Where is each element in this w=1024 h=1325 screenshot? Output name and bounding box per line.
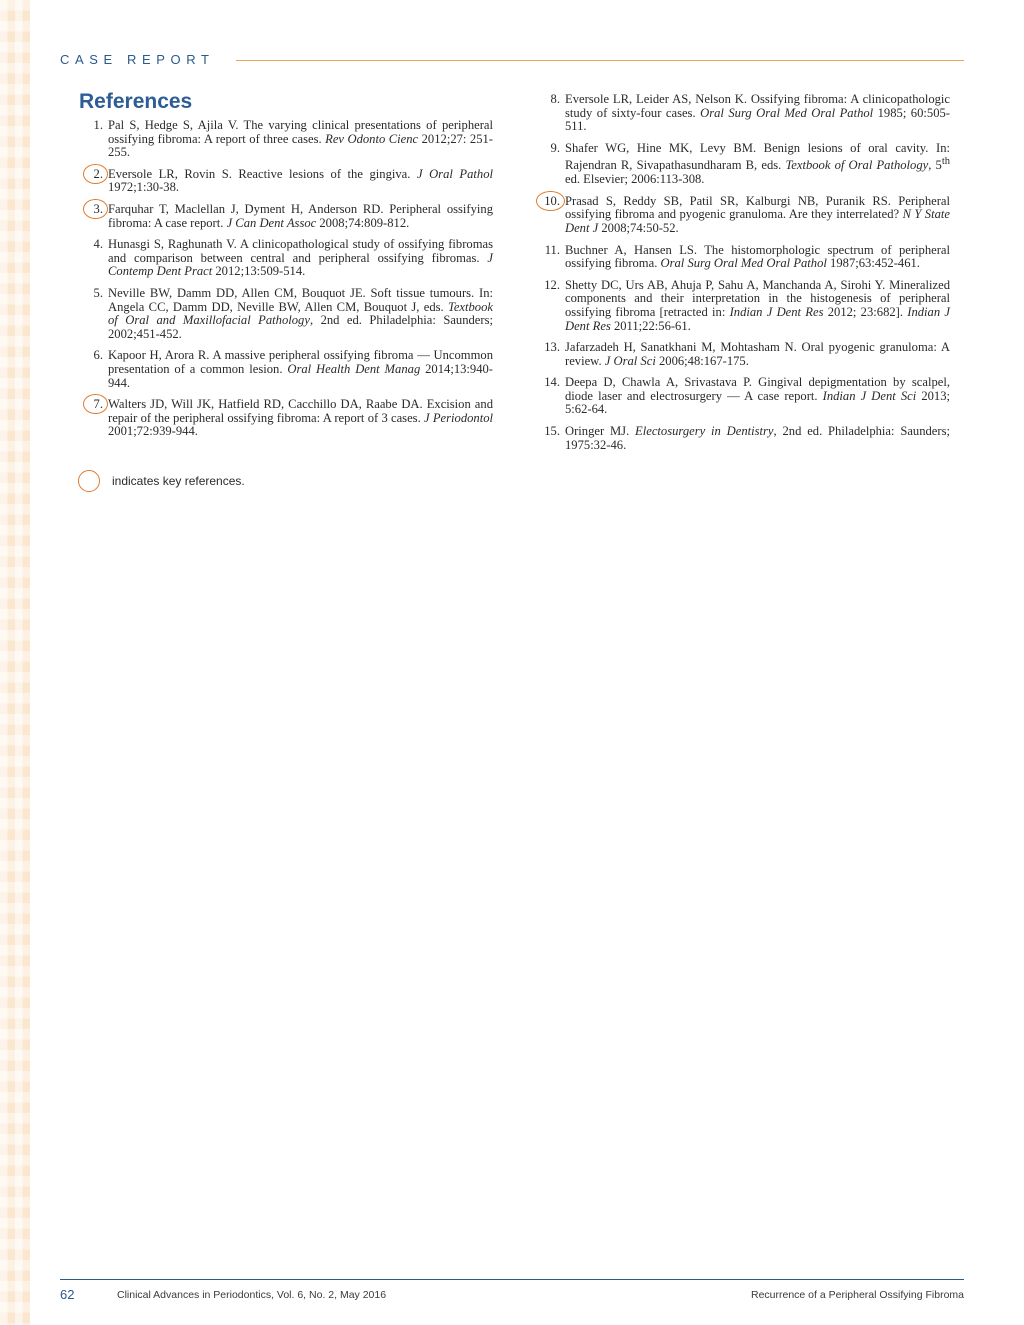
reference-fragment: 1972;1:30-38.	[108, 180, 180, 195]
reference-fragment: Shetty DC, Urs AB, Ahuja P, Sahu A, Manchanda A, Sirohi Y. Mineralized components and their interpretation in the histogenesis of peripheral ossifying fibroma [retracted in:	[565, 277, 950, 319]
reference-source: Textbook of Oral Pathology	[785, 158, 929, 173]
reference-text	[108, 203, 493, 230]
reference-source: Oral Surg Oral Med Oral Pathol	[700, 105, 874, 120]
reference-fragment: 2008;74:50-52.	[598, 220, 679, 235]
reference-number: 13.	[544, 340, 560, 355]
reference-fragment: 2006;48:167-175.	[655, 353, 749, 368]
key-reference-number: 10.	[535, 195, 565, 236]
footer-rule	[60, 1279, 964, 1280]
reference-list-left	[78, 119, 493, 447]
reference-fragment: Buchner A, Hansen LS. The histomorphologic spectrum of peripheral ossifying fibroma.	[565, 242, 950, 271]
reference-text	[565, 244, 950, 271]
reference-text	[565, 425, 950, 452]
reference-text	[565, 376, 950, 417]
reference-item	[78, 119, 493, 160]
reference-item	[535, 279, 950, 333]
reference-number: 12.	[544, 277, 560, 292]
key-reference-legend	[78, 470, 245, 492]
reference-text	[108, 238, 493, 279]
reference-item	[535, 93, 950, 134]
reference-text	[108, 287, 493, 341]
reference-fragment: 2012;27: 251-255.	[108, 131, 493, 160]
reference-item	[535, 195, 950, 236]
reference-source: J Contemp Dent Pract	[108, 250, 493, 279]
reference-fragment: ed. Elsevier; 2006:113-308.	[565, 172, 705, 187]
reference-source: Indian J Dent Sci	[822, 388, 917, 403]
reference-source: J Oral Pathol	[416, 166, 493, 181]
key-circle-icon	[78, 470, 100, 492]
reference-number: 11.	[544, 242, 560, 257]
reference-fragment: Farquhar T, Maclellan J, Dyment H, Anderson RD. Peripheral ossifying fibroma: A case report.	[108, 201, 493, 230]
reference-number: 9.	[550, 140, 560, 155]
reference-source: N Y State Dent J	[565, 207, 950, 235]
reference-number: 8.	[550, 92, 560, 106]
reference-fragment: 1985; 60:505-511.	[565, 105, 950, 134]
reference-fragment: Prasad S, Reddy SB, Patil SR, Kalburgi NB, Puranik RS. Peripheral ossifying fibroma and pyogenic granuloma. Are they interrelated?	[565, 193, 950, 222]
reference-item	[535, 142, 950, 187]
reference-fragment: Hunasgi S, Raghunath V. A clinicopathological study of ossifying fibromas and comparison between central and peripheral ossifying fibromas.	[108, 237, 493, 265]
reference-number: 6.	[93, 348, 103, 363]
reference-text	[108, 398, 493, 439]
reference-fragment: Pal S, Hedge S, Ajila V. The varying clinical presentations of peripheral ossifying fibroma: A report of three cases.	[108, 118, 493, 146]
reference-text	[565, 142, 950, 187]
reference-number: 14.	[544, 375, 560, 390]
reference-number: 1.	[93, 118, 103, 132]
reference-item	[78, 238, 493, 279]
reference-fragment: 1987;63:452-461.	[826, 256, 920, 271]
reference-source: J Periodontol	[423, 410, 493, 425]
reference-text	[565, 341, 950, 368]
legend-text: indicates key references.	[112, 474, 245, 488]
reference-number: 5.	[93, 285, 103, 300]
reference-fragment: Shafer WG, Hine MK, Levy BM. Benign lesions of oral cavity. In: Rajendran R, Sivapathasundharam B, eds.	[565, 140, 950, 173]
reference-item	[78, 349, 493, 390]
journal-citation: Clinical Advances in Periodontics, Vol. 6, No. 2, May 2016	[117, 1289, 387, 1301]
reference-fragment: 2014;13:940-944.	[108, 361, 493, 390]
reference-list-right	[535, 93, 950, 460]
key-reference-number: 7.	[78, 398, 108, 439]
running-title: Recurrence of a Peripheral Ossifying Fibroma	[750, 1289, 964, 1301]
reference-fragment: Eversole LR, Rovin S. Reactive lesions of the gingiva.	[108, 166, 417, 181]
key-reference-number: 3.	[78, 203, 108, 230]
reference-fragment: th	[941, 156, 950, 168]
reference-item	[78, 168, 493, 195]
reference-fragment: , 5	[928, 158, 942, 173]
reference-source: Oral Health Dent Manag	[287, 361, 421, 376]
reference-fragment: 2013; 5:62-64.	[565, 388, 951, 417]
reference-fragment: Walters JD, Will JK, Hatfield RD, Cacchillo DA, Raabe DA. Excision and repair of the peripheral ossifying fibroma: A report of 3 cases.	[108, 397, 493, 425]
page-number: 62	[60, 1287, 75, 1302]
section-label: CASE REPORT	[60, 52, 215, 67]
reference-fragment: Neville BW, Damm DD, Allen CM, Bouquot JE. Soft tissue tumours. In: Angela CC, Damm DD, Neville BW, Allen CM, Bouquot J, eds.	[108, 285, 493, 314]
reference-fragment: Kapoor H, Arora R. A massive peripheral ossifying fibroma — Uncommon presentation of a common lesion.	[108, 348, 493, 376]
reference-fragment: 2001;72:939-944.	[108, 424, 198, 439]
reference-fragment: 2012;13:509-514.	[212, 264, 306, 279]
reference-number: 4.	[93, 237, 103, 252]
reference-source: Rev Odonto Cienc	[325, 131, 419, 146]
reference-text	[565, 93, 950, 134]
reference-fragment: Jafarzadeh H, Sanatkhani M, Mohtasham N. Oral pyogenic granuloma: A review.	[565, 340, 950, 368]
reference-source: J Can Dent Assoc	[226, 215, 317, 230]
reference-text	[565, 195, 950, 236]
reference-item	[78, 203, 493, 230]
reference-source: Indian J Dent Res	[729, 304, 824, 319]
reference-text	[108, 168, 493, 195]
reference-fragment: , 2nd ed. Philadelphia: Saunders; 2002;451-452.	[108, 313, 493, 341]
decorative-side-strip	[0, 0, 30, 1325]
reference-item	[535, 425, 950, 452]
key-reference-number: 2.	[78, 168, 108, 195]
reference-source: Oral Surg Oral Med Oral Pathol	[660, 256, 827, 271]
reference-text	[565, 279, 950, 333]
reference-fragment: 2011;22:56-61.	[610, 318, 691, 333]
reference-text	[108, 119, 493, 160]
reference-fragment: Deepa D, Chawla A, Srivastava P. Gingival depigmentation by scalpel, diode laser and electrosurgery — A case report.	[565, 375, 950, 403]
reference-fragment: Eversole LR, Leider AS, Nelson K. Ossifying fibroma: A clinicopathologic study of sixty-four cases.	[565, 92, 950, 120]
reference-fragment: Oringer MJ.	[565, 424, 636, 439]
reference-text	[108, 349, 493, 390]
reference-item	[78, 287, 493, 341]
reference-item	[535, 341, 950, 368]
reference-item	[78, 398, 493, 439]
reference-fragment: 2008;74:809-812.	[316, 215, 410, 230]
reference-fragment: , 2nd ed. Philadelphia: Saunders; 1975:32-46.	[565, 424, 950, 452]
reference-source: Indian J Dent Res	[565, 304, 950, 333]
reference-source: Textbook of Oral and Maxillofacial Pathology	[108, 299, 493, 328]
reference-source: J Oral Sci	[604, 353, 656, 368]
reference-item	[535, 376, 950, 417]
reference-source: Electosurgery in Dentistry	[635, 424, 774, 439]
reference-fragment: 2012; 23:682].	[823, 304, 908, 319]
reference-item	[535, 244, 950, 271]
header-rule	[236, 60, 964, 61]
references-heading: References	[79, 90, 193, 113]
reference-number: 15.	[544, 424, 560, 439]
